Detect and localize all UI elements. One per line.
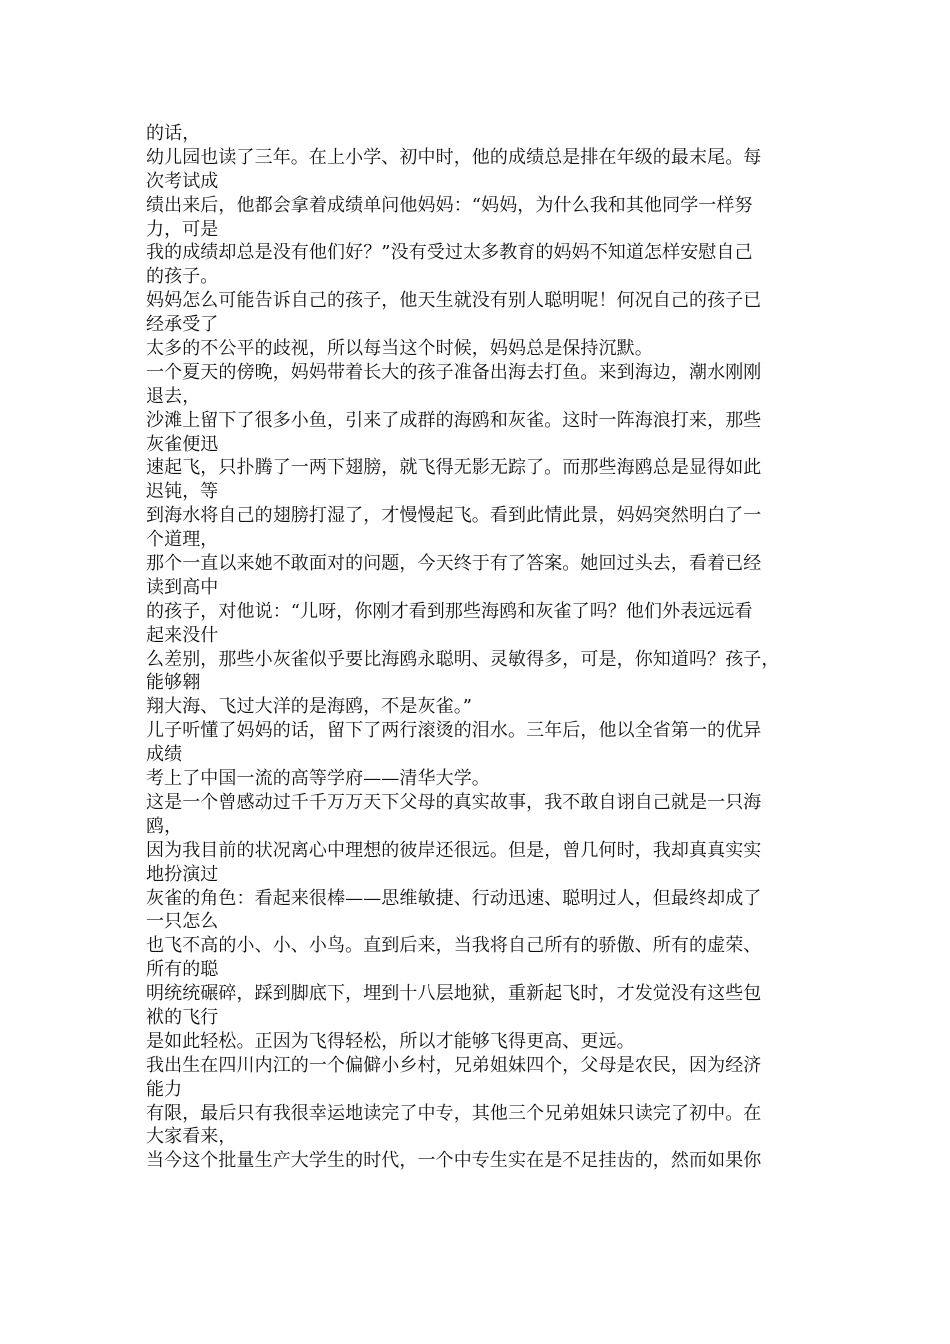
text-line: 考上了中国一流的高等学府——清华大学。 <box>146 768 490 790</box>
text-line: 退去， <box>146 385 201 407</box>
text-line: 到海水将自己的翅膀打湿了，才慢慢起飞。看到此情此景，妈妈突然明白了一 <box>146 505 762 527</box>
text-line: 一个夏天的傍晚，妈妈带着长大的孩子准备出海去打鱼。来到海边，潮水刚刚 <box>146 361 762 383</box>
text-line: 经承受了 <box>146 314 219 336</box>
body-text <box>146 122 816 1197</box>
text-line: 鸥， <box>146 815 183 837</box>
text-line: 地扮演过 <box>146 863 219 885</box>
text-line: 太多的不公平的歧视，所以每当这个时候，妈妈总是保持沉默。 <box>146 338 653 360</box>
text-line: 翔大海、飞过大洋的是海鸥，不是灰雀。” <box>146 696 473 718</box>
text-line: 有限，最后只有我很幸运地读完了中专，其他三个兄弟姐妹只读完了初中。在 <box>146 1102 762 1124</box>
text-line: 妈妈怎么可能告诉自己的孩子，他天生就没有别人聪明呢！何况自己的孩子已 <box>146 290 762 312</box>
text-line: 明统统碾碎，踩到脚底下，埋到十八层地狱，重新起飞时，才发觉没有这些包 <box>146 983 762 1005</box>
text-line: 读到高中 <box>146 576 219 598</box>
text-line: 也飞不高的小、小、小鸟。直到后来，当我将自己所有的骄傲、所有的虚荣、 <box>146 935 762 957</box>
text-line: 绩出来后，他都会拿着成绩单问他妈妈：“妈妈，为什么我和其他同学一样努 <box>146 194 753 216</box>
text-line: 速起飞，只扑腾了一两下翅膀，就飞得无影无踪了。而那些海鸥总是显得如此 <box>146 457 762 479</box>
text-line: 这是一个曾感动过千千万万天下父母的真实故事，我不敢自诩自己就是一只海 <box>146 791 762 813</box>
text-line: 幼儿园也读了三年。在上小学、初中时，他的成绩总是排在年级的最末尾。每 <box>146 146 762 168</box>
text-line: 的话， <box>146 123 201 144</box>
text-line: 的孩子。 <box>146 266 219 288</box>
text-line: 大家看来， <box>146 1126 237 1148</box>
text-line: 儿子听懂了妈妈的话，留下了两行滚烫的泪水。三年后，他以全省第一的优异 <box>146 720 762 742</box>
text-line: 袱的飞行 <box>146 1006 219 1028</box>
text-line: 沙滩上留下了很多小鱼，引来了成群的海鸥和灰雀。这时一阵海浪打来，那些 <box>146 409 762 431</box>
text-line: 力，可是 <box>146 218 219 240</box>
text-line: 成绩 <box>146 744 183 766</box>
text-line: 起来没什 <box>146 624 219 646</box>
text-line: 个道理， <box>146 529 219 551</box>
text-line: 迟钝，等 <box>146 481 219 503</box>
text-line: 能够翱 <box>146 672 201 694</box>
text-line: 我出生在四川内江的一个偏僻小乡村，兄弟姐妹四个，父母是农民，因为经济 <box>146 1054 762 1076</box>
text-line: 因为我目前的状况离心中理想的彼岸还很远。但是，曾几何时，我却真真实实 <box>146 839 762 861</box>
text-line: 次考试成 <box>146 170 219 192</box>
text-line: 一只怎么 <box>146 911 219 933</box>
text-line <box>146 1173 816 1197</box>
text-line: 灰雀便迅 <box>146 433 219 455</box>
text-line: 是如此轻松。正因为飞得轻松，所以才能够飞得更高、更远。 <box>146 1030 635 1052</box>
text-line: 灰雀的角色：看起来很棒——思维敏捷、行动迅速、聪明过人，但最终却成了 <box>146 887 762 909</box>
text-line: 所有的聪 <box>146 959 219 981</box>
text-line: 么差别，那些小灰雀似乎要比海鸥永聪明、灵敏得多，可是，你知道吗？孩子， <box>146 648 780 670</box>
text-line: 当今这个批量生产大学生的时代，一个中专生实在是不足挂齿的，然而如果你 <box>146 1150 762 1172</box>
text-line: 我的成绩却总是没有他们好？”没有受过太多教育的妈妈不知道怎样安慰自己 <box>146 242 753 264</box>
text-line: 那个一直以来她不敢面对的问题，今天终于有了答案。她回过头去，看着已经 <box>146 553 762 575</box>
text-line: 能力 <box>146 1078 183 1100</box>
text-line: 的孩子，对他说：“儿呀，你刚才看到那些海鸥和灰雀了吗？他们外表远远看 <box>146 600 753 622</box>
